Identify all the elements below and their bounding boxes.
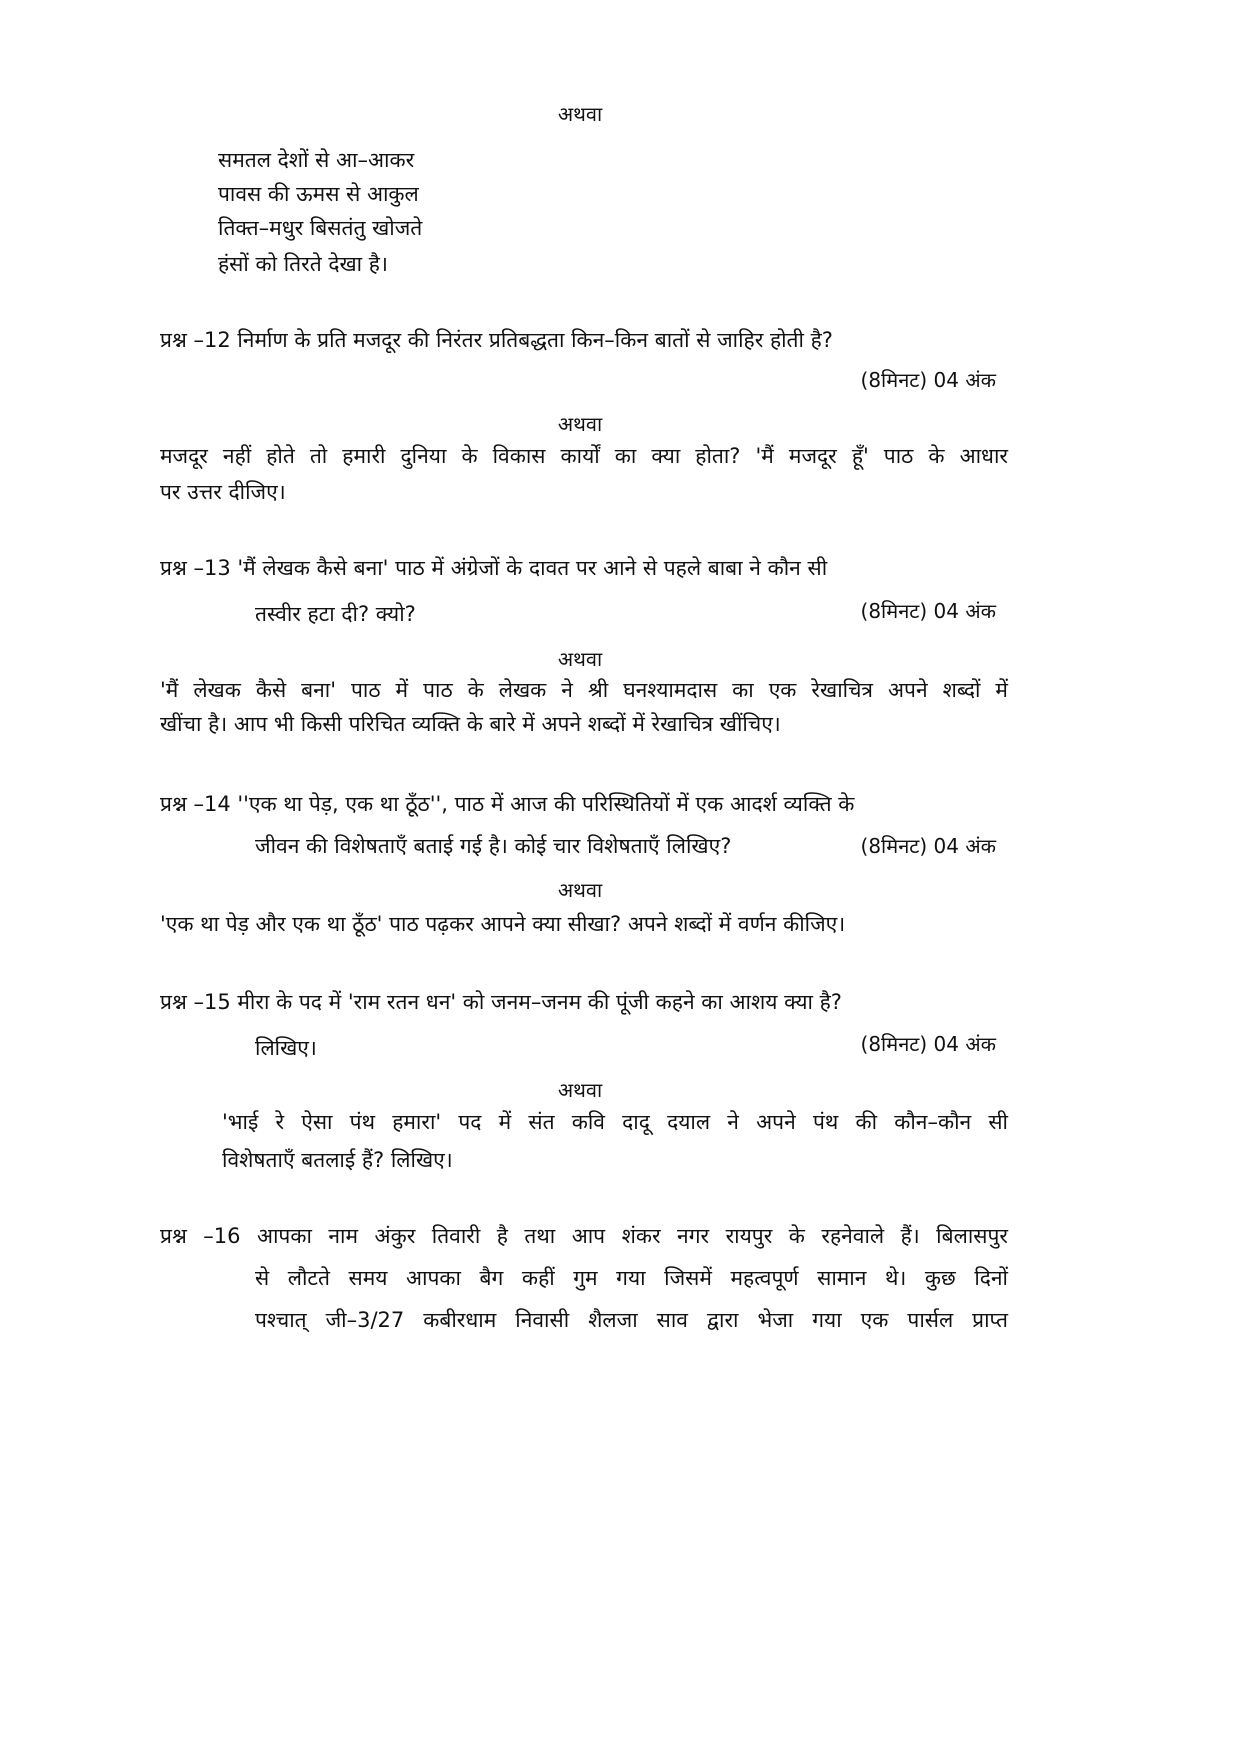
athva-heading: अथवा — [557, 102, 603, 126]
marks-12: (8मिनट) 04 अंक — [860, 368, 996, 392]
question-13-alt: 'मैं लेखक कैसे बना' पाठ में पाठ के लेखक ने श्री घनश्यामदास का एक रेखाचित्र अपने शब्दों में — [160, 678, 1008, 702]
question-14-alt: 'एक था पेड़ और एक था ठूँठ' पाठ पढ़कर आपने क्या सीखा? अपने शब्दों में वर्णन कीजिए। — [160, 912, 846, 936]
athva-heading: अथवा — [557, 412, 603, 436]
question-14: जीवन की विशेषताएँ बताई गई है। कोई चार विशेषताएँ लिखिए? — [255, 834, 732, 858]
question-15-alt: 'भाई रे ऐसा पंथ हमारा' पद में संत कवि दादू दयाल ने अपने पंथ की कौन–कौन सी — [222, 1110, 1008, 1134]
question-12: प्रश्न –12 निर्माण के प्रति मजदूर की निरंतर प्रतिबद्धता किन–किन बातों से जाहिर होती है? — [160, 328, 833, 352]
question-16: प्रश्न –16 आपका नाम अंकुर तिवारी है तथा आप शंकर नगर रायपुर के रहनेवाले हैं। बिलासपुर — [160, 1224, 1008, 1248]
question-13-alt: खींचा है। आप भी किसी परिचित व्यक्ति के बारे में अपने शब्दों में रेखाचित्र खींचिए। — [160, 712, 781, 736]
question-12-alt: मजदूर नहीं होते तो हमारी दुनिया के विकास कार्यों का क्या होता? 'मैं मजदूर हूँ' पाठ के आधार — [160, 444, 1008, 468]
question-14: प्रश्न –14 ''एक था पेड़, एक था ठूँठ'', पाठ में आज की परिस्थितियों में एक आदर्श व्यक्ति के — [160, 792, 855, 816]
poem-line: तिक्त–मधुर बिसतंतु खोजते — [218, 216, 423, 240]
poem-line: पावस की ऊमस से आकुल — [218, 182, 419, 206]
poem-line: समतल देशों से आ–आकर — [218, 148, 415, 172]
question-16: पश्चात् जी–3/27 कबीरधाम निवासी शैलजा साव द्वारा भेजा गया एक पार्सल प्राप्त — [255, 1308, 1008, 1332]
question-15-alt: विशेषताएँ बतलाई हैं? लिखिए। — [222, 1148, 453, 1172]
question-16: से लौटते समय आपका बैग कहीं गुम गया जिसमें महत्वपूर्ण सामान थे। कुछ दिनों — [255, 1266, 1008, 1290]
question-13: तस्वीर हटा दी? क्यो? — [255, 602, 416, 626]
question-13: प्रश्न –13 'मैं लेखक कैसे बना' पाठ में अंग्रेजों के दावत पर आने से पहले बाबा ने कौन सी — [160, 556, 828, 580]
question-12-alt: पर उत्तर दीजिए। — [160, 480, 286, 504]
athva-heading: अथवा — [557, 1078, 603, 1102]
athva-heading: अथवा — [557, 647, 603, 671]
marks-15: (8मिनट) 04 अंक — [860, 1032, 996, 1056]
question-15: प्रश्न –15 मीरा के पद में 'राम रतन धन' को जनम–जनम की पूंजी कहने का आशय क्या है? — [160, 990, 842, 1014]
marks-13: (8मिनट) 04 अंक — [860, 599, 996, 623]
question-15: लिखिए। — [255, 1036, 317, 1060]
marks-14: (8मिनट) 04 अंक — [860, 834, 996, 858]
athva-heading: अथवा — [557, 878, 603, 902]
poem-line: हंसों को तिरते देखा है। — [218, 252, 388, 276]
